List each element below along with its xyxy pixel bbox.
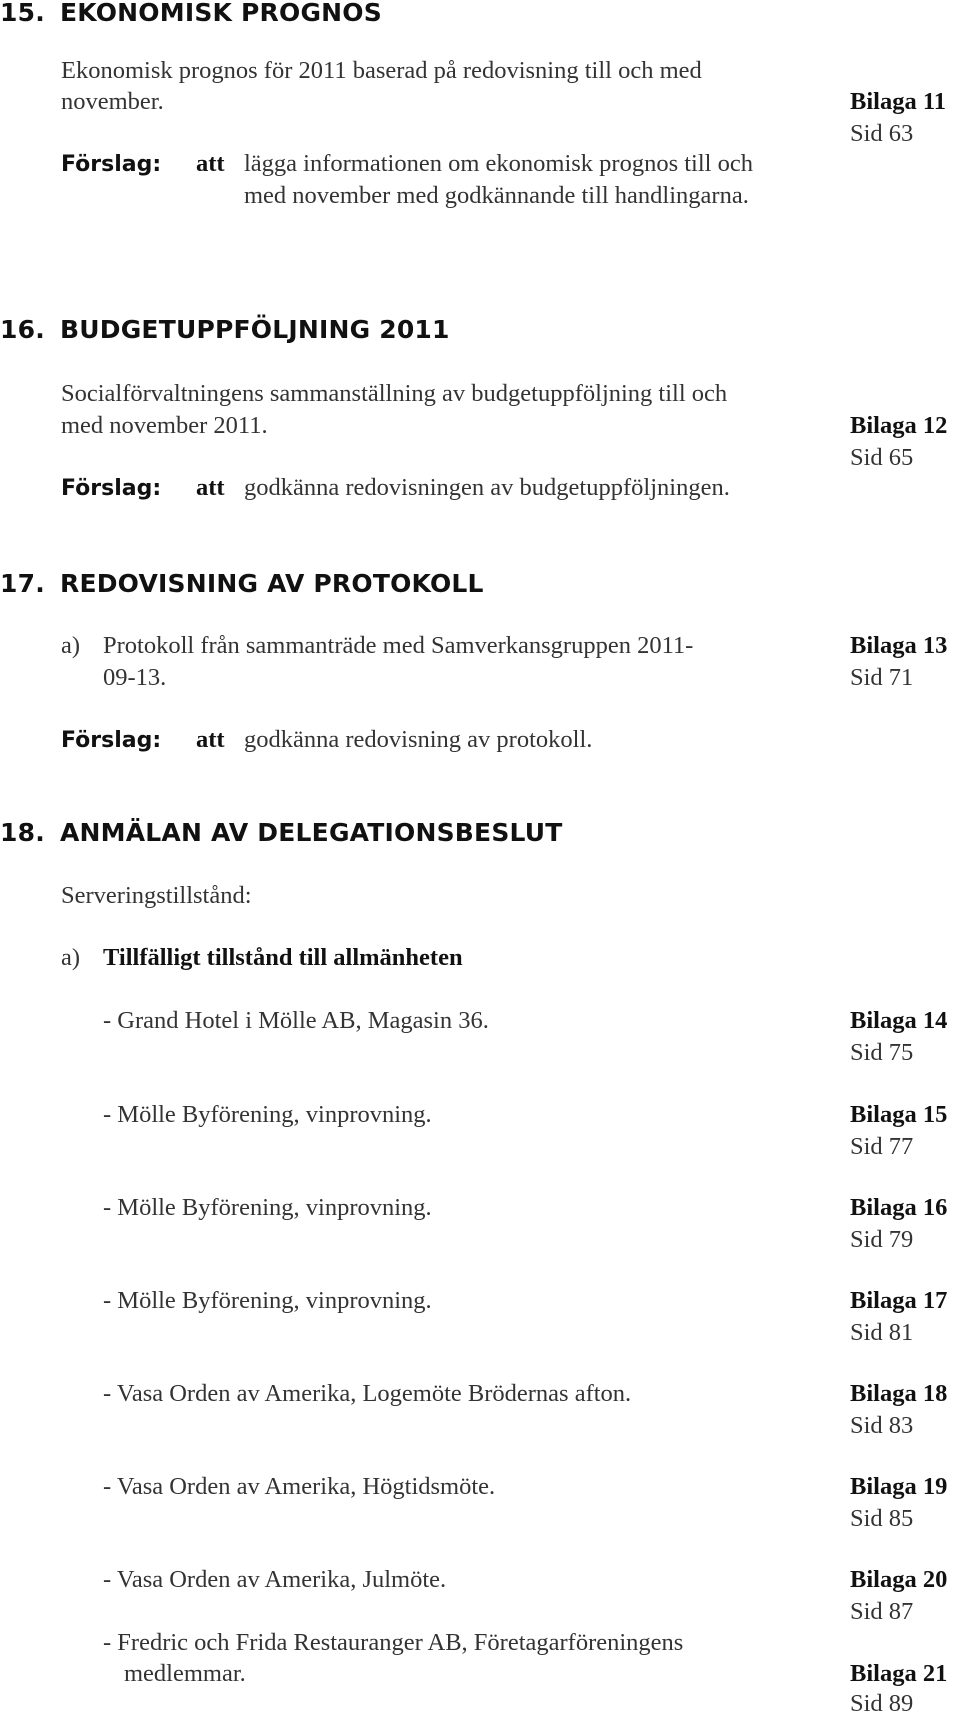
- sid-71: Sid 71: [850, 664, 914, 691]
- bilaga-13: Bilaga 13: [850, 632, 948, 659]
- sid-87: Sid 87: [850, 1598, 914, 1625]
- sub-letter: a): [61, 944, 81, 971]
- sid-75: Sid 75: [850, 1039, 914, 1066]
- section-16-description-line1: Socialförvaltningens sammanställning av budgetuppföljning till och: [61, 380, 728, 407]
- section-18-subtitle: Serveringstillstånd:: [61, 882, 252, 909]
- bilaga-16: Bilaga 16: [850, 1194, 948, 1221]
- list-item: - Fredric och Frida Restauranger AB, Företagarföreningens: [103, 1629, 684, 1656]
- bilaga-19: Bilaga 19: [850, 1473, 948, 1500]
- sid-63: Sid 63: [850, 120, 914, 147]
- bilaga-17: Bilaga 17: [850, 1287, 948, 1314]
- bilaga-15: Bilaga 15: [850, 1101, 948, 1128]
- section-number: 16.: [0, 315, 45, 344]
- section-title: EKONOMISK PROGNOS: [60, 0, 382, 27]
- sid-83: Sid 83: [850, 1412, 914, 1439]
- protocol-item-line1: Protokoll från sammanträde med Samverkansgruppen 2011-: [103, 632, 694, 659]
- section-16-description-line2: med november 2011.: [61, 412, 268, 439]
- sid-85: Sid 85: [850, 1505, 914, 1532]
- subsection-title: Tillfälligt tillstånd till allmänheten: [103, 944, 463, 971]
- bilaga-18: Bilaga 18: [850, 1380, 948, 1407]
- forslag-label: Förslag:: [61, 476, 162, 501]
- section-16-heading: [0, 315, 450, 344]
- bilaga-12: Bilaga 12: [850, 412, 948, 439]
- section-title: REDOVISNING AV PROTOKOLL: [60, 569, 484, 598]
- section-title: ANMÄLAN AV DELEGATIONSBESLUT: [60, 818, 563, 847]
- list-item: - Grand Hotel i Mölle AB, Magasin 36.: [103, 1007, 489, 1034]
- proposal-text-line2: med november med godkännande till handlingarna.: [244, 182, 749, 209]
- section-18-heading: [0, 818, 563, 847]
- bilaga-21: Bilaga 21: [850, 1660, 948, 1687]
- list-item: - Mölle Byförening, vinprovning.: [103, 1287, 432, 1314]
- att-label: att: [196, 150, 225, 177]
- list-item: - Mölle Byförening, vinprovning.: [103, 1194, 432, 1221]
- item-letter: a): [61, 632, 81, 659]
- att-label: att: [196, 726, 225, 753]
- sid-89: Sid 89: [850, 1690, 914, 1717]
- sid-65: Sid 65: [850, 444, 914, 471]
- bilaga-11: Bilaga 11: [850, 88, 946, 115]
- sid-79: Sid 79: [850, 1226, 914, 1253]
- proposal-text-line1: lägga informationen om ekonomisk prognos till och: [244, 150, 753, 177]
- bilaga-14: Bilaga 14: [850, 1007, 948, 1034]
- list-item: - Vasa Orden av Amerika, Logemöte Brödernas afton.: [103, 1380, 632, 1407]
- forslag-label: Förslag:: [61, 152, 162, 177]
- section-number: 17.: [0, 569, 45, 598]
- section-17-heading: [0, 569, 484, 598]
- bilaga-20: Bilaga 20: [850, 1566, 948, 1593]
- sid-81: Sid 81: [850, 1319, 914, 1346]
- proposal-text-line1: godkänna redovisning av protokoll.: [244, 726, 593, 753]
- section-number: 18.: [0, 818, 45, 847]
- section-title: BUDGETUPPFÖLJNING 2011: [60, 315, 450, 344]
- list-item: - Mölle Byförening, vinprovning.: [103, 1101, 432, 1128]
- section-15-description-line1: Ekonomisk prognos för 2011 baserad på redovisning till och med: [61, 57, 702, 84]
- forslag-label: Förslag:: [61, 728, 162, 753]
- att-label: att: [196, 474, 225, 501]
- list-item: - Vasa Orden av Amerika, Julmöte.: [103, 1566, 447, 1593]
- list-item: - Vasa Orden av Amerika, Högtidsmöte.: [103, 1473, 496, 1500]
- section-15-heading: [0, 0, 382, 27]
- protocol-item-line2: 09-13.: [103, 664, 167, 691]
- section-number: 15.: [0, 0, 45, 27]
- section-15-description-line2: november.: [61, 88, 164, 115]
- sid-77: Sid 77: [850, 1133, 914, 1160]
- proposal-text-line1: godkänna redovisningen av budgetuppföljningen.: [244, 474, 730, 501]
- list-item-continuation: medlemmar.: [124, 1660, 246, 1687]
